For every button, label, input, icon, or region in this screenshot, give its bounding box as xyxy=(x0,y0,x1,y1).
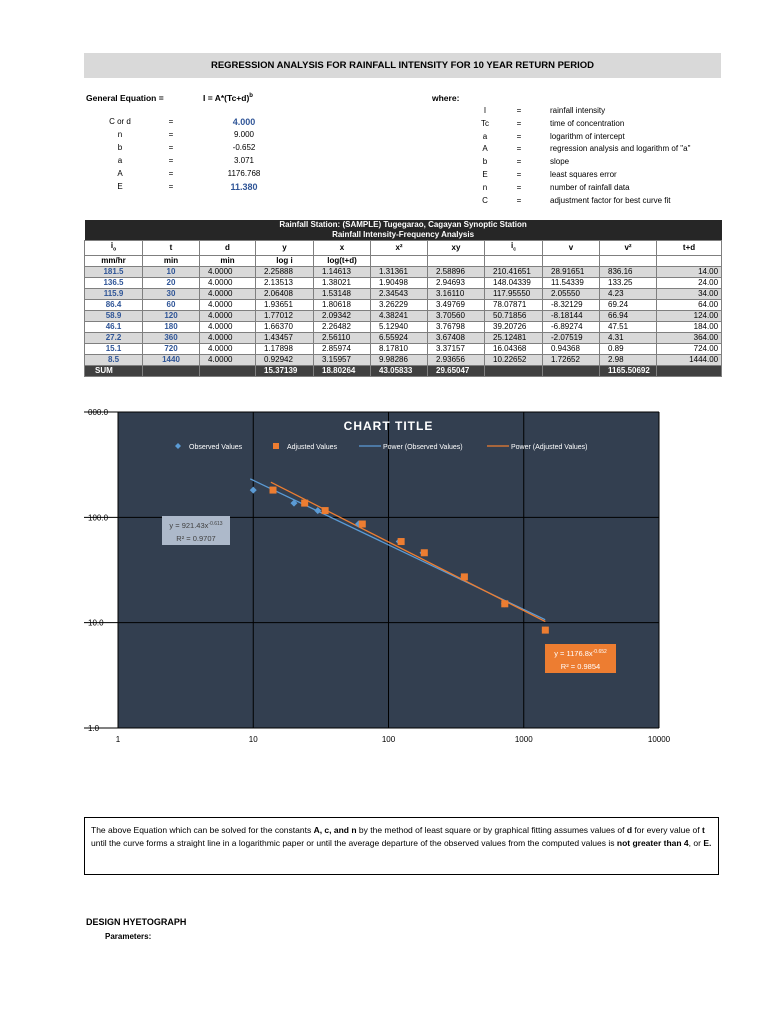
table-cell: 2.09342 xyxy=(314,310,371,321)
table-cell: 4.0000 xyxy=(200,266,256,277)
table-cell: 14.00 xyxy=(657,266,722,277)
where-symbol: C xyxy=(482,195,488,205)
table-cell: 27.2 xyxy=(85,332,143,343)
chart-title: CHART TITLE xyxy=(343,419,434,433)
note-bold-3: t xyxy=(701,825,705,835)
table-cell: 1.14613 xyxy=(314,266,371,277)
column-unit: min xyxy=(143,255,200,266)
chart-svg xyxy=(84,408,721,748)
table-cell: 3.70560 xyxy=(428,310,485,321)
where-description: adjustment factor for best curve fit xyxy=(550,195,671,205)
table-row xyxy=(85,310,722,321)
table-cell: 3.15957 xyxy=(314,354,371,365)
table-row xyxy=(85,288,722,299)
table-cell: 2.98 xyxy=(600,354,657,365)
table-cell: 2.93656 xyxy=(428,354,485,365)
column-header xyxy=(657,241,722,256)
table-cell: 58.9 xyxy=(85,310,143,321)
table-cell: 4.0000 xyxy=(200,332,256,343)
table-cell: 0.94368 xyxy=(543,343,600,354)
table-cell: 1.66370 xyxy=(256,321,314,332)
legend-label: Observed Values xyxy=(189,444,243,451)
param-value: 4.000 xyxy=(232,117,256,127)
where-equals: = xyxy=(516,144,522,154)
where-row xyxy=(470,157,730,169)
table-cell: 64.00 xyxy=(657,299,722,310)
table-cell: 50.71856 xyxy=(485,310,543,321)
table-cell: 15.1 xyxy=(85,343,143,354)
page-title-bar xyxy=(84,53,721,78)
where-symbol: n xyxy=(482,182,488,192)
table-cell: 210.41651 xyxy=(485,266,543,277)
x-tick-label: 10 xyxy=(248,735,258,744)
note-text-5: , or xyxy=(688,838,704,848)
table-cell: 9.98286 xyxy=(371,354,428,365)
where-symbol: a xyxy=(482,131,488,141)
column-header xyxy=(371,241,428,256)
adjusted-point xyxy=(542,627,549,634)
param-value: 11.380 xyxy=(230,182,258,192)
where-row xyxy=(470,119,730,131)
table-cell: 0.89 xyxy=(600,343,657,354)
legend-label: Adjusted Values xyxy=(287,444,338,451)
column-header-subscript: o xyxy=(113,246,117,253)
table-cell: 2.05550 xyxy=(543,288,600,299)
table-row xyxy=(85,277,722,288)
table-cell: 124.00 xyxy=(657,310,722,321)
x-tick-label: 1000 xyxy=(514,735,533,744)
equation-exponent: b xyxy=(249,93,253,100)
where-symbol: I xyxy=(483,106,487,115)
table-cell: 34.00 xyxy=(657,288,722,299)
column-unit xyxy=(657,255,722,266)
param-name: a xyxy=(117,156,123,165)
sum-cell xyxy=(657,365,722,376)
table-subtitle: Rainfall Intensity-Frequency Analysis xyxy=(85,230,722,241)
column-unit: min xyxy=(200,255,256,266)
table-row xyxy=(85,321,722,332)
param-name: C or d xyxy=(109,117,131,126)
table-cell: 4.38241 xyxy=(371,310,428,321)
table-cell: 28.91651 xyxy=(543,266,600,277)
note-text-2: by the method of least square or by graphical fitting assumes values of xyxy=(356,825,627,835)
table-cell: 69.24 xyxy=(600,299,657,310)
param-equals: = xyxy=(168,143,174,152)
column-header xyxy=(485,241,543,256)
rainfall-chart xyxy=(84,408,721,748)
where-description: rainfall intensity xyxy=(550,106,606,115)
where-row xyxy=(470,170,730,182)
table-cell: 3.16110 xyxy=(428,288,485,299)
x-tick-label: 10000 xyxy=(647,735,671,744)
design-subheading: Parameters: xyxy=(105,932,152,941)
column-header-label: t+d xyxy=(682,242,696,252)
table-row xyxy=(85,354,722,365)
table-cell: 2.13513 xyxy=(256,277,314,288)
table-cell: 181.5 xyxy=(85,266,143,277)
adjusted-point xyxy=(398,538,405,545)
column-header-label: i xyxy=(110,241,114,250)
table-cell: 66.94 xyxy=(600,310,657,321)
where-row xyxy=(470,132,730,144)
sum-cell: SUM xyxy=(85,365,143,376)
table-cell: 86.4 xyxy=(85,299,143,310)
where-equals: = xyxy=(516,195,522,205)
table-cell: 8.5 xyxy=(85,354,143,365)
table-cell: 184.00 xyxy=(657,321,722,332)
param-equals: = xyxy=(168,182,174,191)
table-cell: 78.07871 xyxy=(485,299,543,310)
table-cell: 1.72652 xyxy=(543,354,600,365)
where-equals: = xyxy=(516,182,522,192)
table-cell: 4.0000 xyxy=(200,310,256,321)
param-value: 3.071 xyxy=(233,156,255,165)
sum-cell: 18.80264 xyxy=(314,365,371,376)
param-row xyxy=(84,117,284,129)
param-row xyxy=(84,143,284,155)
table-cell: 2.56110 xyxy=(314,332,371,343)
column-header xyxy=(600,241,657,256)
table-cell: 1444.00 xyxy=(657,354,722,365)
table-cell: 60 xyxy=(143,299,200,310)
table-cell: 1.80618 xyxy=(314,299,371,310)
y-tick-label: 000.0 xyxy=(88,408,109,417)
table-cell: 2.06408 xyxy=(256,288,314,299)
where-equals: = xyxy=(516,118,522,128)
observed-fit-annotation-r-squared: R² = 0.9707 xyxy=(176,534,216,543)
table-cell: 2.58896 xyxy=(428,266,485,277)
note-text-1: The above Equation which can be solved for the constants xyxy=(91,825,314,835)
table-cell: 1.77012 xyxy=(256,310,314,321)
column-header-label: y xyxy=(282,242,287,252)
column-unit xyxy=(543,255,600,266)
sum-cell: 29.65047 xyxy=(428,365,485,376)
param-row xyxy=(84,156,284,168)
table-cell: 3.67408 xyxy=(428,332,485,343)
table-cell: 2.94693 xyxy=(428,277,485,288)
table-cell: 115.9 xyxy=(85,288,143,299)
where-symbol: Tc xyxy=(481,118,489,128)
column-header xyxy=(256,241,314,256)
table-cell: 180 xyxy=(143,321,200,332)
observed-fit-annotation-equation: $y = 921.43x^{-0.613}$ xyxy=(169,521,223,530)
param-value: 9.000 xyxy=(233,130,255,139)
where-label: where: xyxy=(432,93,460,103)
table-cell: 3.37157 xyxy=(428,343,485,354)
table-cell: 46.1 xyxy=(85,321,143,332)
table-cell: 148.04339 xyxy=(485,277,543,288)
column-header-subscript: c xyxy=(513,246,516,253)
rainfall-table xyxy=(84,220,722,377)
param-row xyxy=(84,130,284,142)
table-cell: 136.5 xyxy=(85,277,143,288)
table-cell: 2.26482 xyxy=(314,321,371,332)
note-bold-2: d xyxy=(626,825,633,835)
design-heading: DESIGN HYETOGRAPH xyxy=(86,917,187,927)
table-cell: 11.54339 xyxy=(543,277,600,288)
note-bold-5: E. xyxy=(703,838,712,848)
table-row xyxy=(85,266,722,277)
adjusted-point xyxy=(461,573,468,580)
note-text-4: until the curve forms a straight line in a logarithmic paper or until the average departure of the observed values from the computed values is xyxy=(91,838,617,848)
sum-cell xyxy=(543,365,600,376)
legend-label: Power (Observed Values) xyxy=(383,444,463,451)
table-cell: 4.0000 xyxy=(200,277,256,288)
column-header xyxy=(428,241,485,256)
column-header-label: xy xyxy=(451,242,461,252)
table-cell: 117.95550 xyxy=(485,288,543,299)
adjusted-point xyxy=(359,521,366,528)
sum-cell: 43.05833 xyxy=(371,365,428,376)
table-cell: 6.55924 xyxy=(371,332,428,343)
y-tick-label: 10.0 xyxy=(88,618,104,628)
table-cell: 1.53148 xyxy=(314,288,371,299)
table-cell: 8.17810 xyxy=(371,343,428,354)
column-header xyxy=(314,241,371,256)
table-cell: 0.92942 xyxy=(256,354,314,365)
where-description: regression analysis and logarithm of "a" xyxy=(550,144,691,154)
param-value: 1176.768 xyxy=(227,169,261,178)
adjusted-fit-annotation-r-squared: R² = 0.9854 xyxy=(560,662,601,671)
table-cell: 1.93651 xyxy=(256,299,314,310)
table-cell: 1.43457 xyxy=(256,332,314,343)
equation-formula-text: I = A*(Tc+d) xyxy=(203,93,250,103)
table-cell: 724.00 xyxy=(657,343,722,354)
table-cell: 3.26229 xyxy=(371,299,428,310)
where-description: logarithm of intercept xyxy=(550,131,625,141)
table-cell: 836.16 xyxy=(600,266,657,277)
legend-square-marker xyxy=(273,443,279,449)
column-unit xyxy=(428,255,485,266)
table-cell: 1.90498 xyxy=(371,277,428,288)
table-cell: 5.12940 xyxy=(371,321,428,332)
table-cell: 24.00 xyxy=(657,277,722,288)
table-cell: 4.31 xyxy=(600,332,657,343)
column-header xyxy=(143,241,200,256)
table-cell: 364.00 xyxy=(657,332,722,343)
sum-cell: 15.37139 xyxy=(256,365,314,376)
table-row xyxy=(85,343,722,354)
table-cell: 1440 xyxy=(143,354,200,365)
where-equals: = xyxy=(516,131,522,141)
table-cell: 1.31361 xyxy=(371,266,428,277)
where-description: least squares error xyxy=(550,170,617,179)
table-cell: -6.89274 xyxy=(543,321,600,332)
param-name: A xyxy=(117,169,123,178)
table-cell: 4.0000 xyxy=(200,299,256,310)
where-row xyxy=(470,196,730,208)
table-cell: 720 xyxy=(143,343,200,354)
param-row xyxy=(84,169,284,181)
table-cell: 2.25888 xyxy=(256,266,314,277)
table-cell: -8.32129 xyxy=(543,299,600,310)
table-cell: -8.18144 xyxy=(543,310,600,321)
table-cell: 39.20726 xyxy=(485,321,543,332)
table-cell: 20 xyxy=(143,277,200,288)
param-name: b xyxy=(117,143,123,152)
sum-row xyxy=(85,365,722,376)
column-header xyxy=(85,241,143,256)
column-unit xyxy=(600,255,657,266)
param-equals: = xyxy=(168,169,174,178)
adjusted-point xyxy=(501,600,508,607)
param-name: E xyxy=(117,182,123,191)
table-cell: 4.0000 xyxy=(200,354,256,365)
table-cell: 10 xyxy=(143,266,200,277)
table-cell: 2.34543 xyxy=(371,288,428,299)
param-value: -0.652 xyxy=(232,143,256,152)
param-equals: = xyxy=(168,117,174,126)
where-symbol: b xyxy=(482,157,488,167)
sum-cell xyxy=(200,365,256,376)
table-cell: 4.0000 xyxy=(200,288,256,299)
page-title: REGRESSION ANALYSIS FOR RAINFALL INTENSITY FOR 10 YEAR RETURN PERIOD xyxy=(210,60,595,71)
param-row xyxy=(84,182,284,194)
column-unit: mm/hr xyxy=(85,255,143,266)
where-row xyxy=(470,183,730,195)
param-equals: = xyxy=(168,156,174,165)
table-cell: 47.51 xyxy=(600,321,657,332)
table-cell: 3.49769 xyxy=(428,299,485,310)
column-unit xyxy=(485,255,543,266)
sum-cell xyxy=(143,365,200,376)
where-description: number of rainfall data xyxy=(550,182,630,192)
table-cell: 4.0000 xyxy=(200,321,256,332)
column-unit: log i xyxy=(256,255,314,266)
note-bold-1: A, c, and n xyxy=(313,825,357,835)
column-unit xyxy=(371,255,428,266)
table-cell: 4.23 xyxy=(600,288,657,299)
table-cell: 133.25 xyxy=(600,277,657,288)
table-cell: 2.85974 xyxy=(314,343,371,354)
column-header-label: d xyxy=(225,242,230,252)
column-header-label: t xyxy=(169,242,173,252)
adjusted-point xyxy=(421,549,428,556)
column-header xyxy=(543,241,600,256)
column-header-label: v² xyxy=(624,242,632,252)
column-header-label: x xyxy=(339,242,345,252)
adjusted-fit-annotation-equation: $y = 1176.8x^{-0.652}$ xyxy=(554,649,607,658)
equation-formula xyxy=(203,93,253,103)
column-header-label: i xyxy=(510,241,514,250)
table-cell: 1.38021 xyxy=(314,277,371,288)
note-text-3: for every value of xyxy=(632,825,702,835)
table-row xyxy=(85,299,722,310)
y-tick-label: 100.0 xyxy=(88,513,109,523)
sum-cell: 1165.50692 xyxy=(600,365,657,376)
table-cell: 1.17898 xyxy=(256,343,314,354)
column-header xyxy=(200,241,256,256)
legend-label: Power (Adjusted Values) xyxy=(511,444,588,451)
where-symbol: E xyxy=(482,170,488,179)
where-equals: = xyxy=(516,170,522,179)
where-equals: = xyxy=(516,157,522,167)
where-description: time of concentration xyxy=(550,118,625,128)
adjusted-point xyxy=(322,507,329,514)
table-cell: 360 xyxy=(143,332,200,343)
table-cell: 16.04368 xyxy=(485,343,543,354)
table-cell: 25.12481 xyxy=(485,332,543,343)
table-row xyxy=(85,332,722,343)
column-unit: log(t+d) xyxy=(314,255,371,266)
where-row xyxy=(470,144,730,156)
where-equals: = xyxy=(516,106,522,115)
table-cell: -2.07519 xyxy=(543,332,600,343)
note-bold-4: not greater than 4 xyxy=(616,838,689,848)
param-equals: = xyxy=(168,130,174,139)
where-row xyxy=(470,106,730,118)
equation-label: General Equation = xyxy=(86,93,164,103)
table-cell: 3.76798 xyxy=(428,321,485,332)
table-cell: 4.0000 xyxy=(200,343,256,354)
adjusted-point xyxy=(270,487,277,494)
sum-cell xyxy=(485,365,543,376)
table-cell: 10.22652 xyxy=(485,354,543,365)
explanation-note xyxy=(84,817,719,875)
where-description: slope xyxy=(550,157,570,167)
column-header-label: x² xyxy=(395,242,403,252)
adjusted-point xyxy=(301,500,308,507)
param-name: n xyxy=(117,130,123,139)
x-tick-label: 1 xyxy=(115,735,121,744)
table-cell: 120 xyxy=(143,310,200,321)
y-tick-label: 1.0 xyxy=(88,724,100,733)
column-header-label: v xyxy=(568,242,574,252)
station-title: Rainfall Station: (SAMPLE) Tugegarao, Cagayan Synoptic Station xyxy=(85,220,722,230)
where-symbol: A xyxy=(482,144,488,154)
x-tick-label: 100 xyxy=(381,735,396,744)
table-cell: 30 xyxy=(143,288,200,299)
